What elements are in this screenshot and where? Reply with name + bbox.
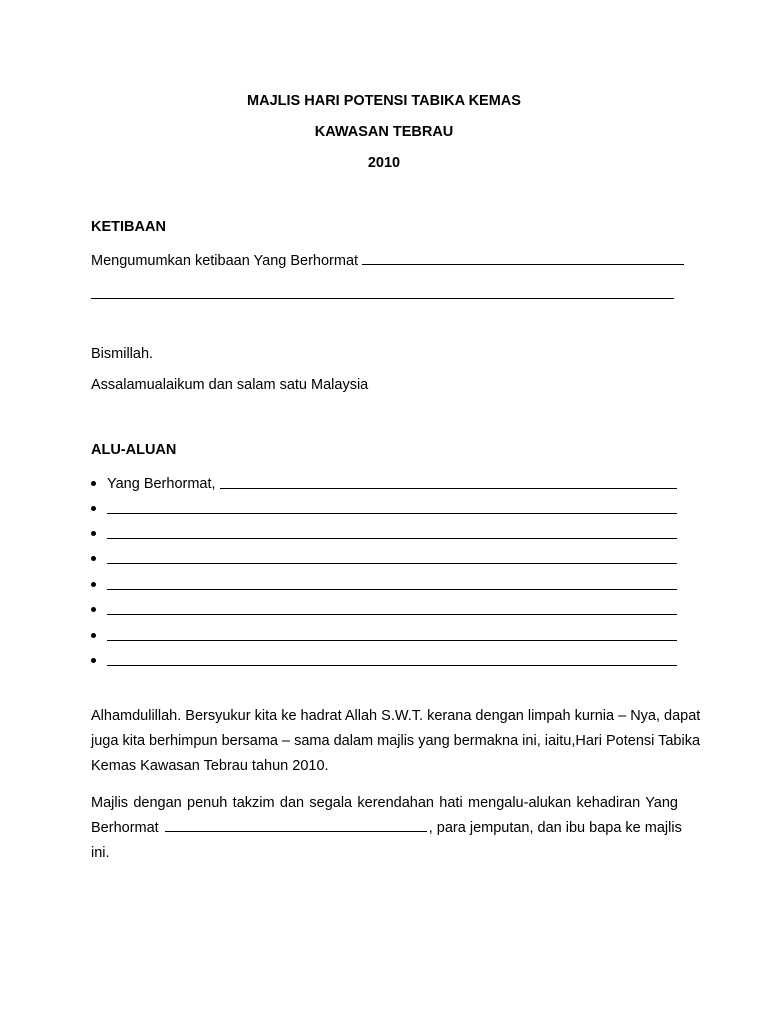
paragraph-line-end: , para jemputan, dan ibu bapa ke majlis (428, 820, 682, 836)
ketibaan-announce-line (91, 252, 684, 269)
yb-name-blank (165, 819, 427, 832)
list-item-blank (107, 589, 677, 590)
paragraph-line: ini. (91, 845, 110, 861)
list-item (91, 575, 677, 593)
title-year: 2010 (367, 155, 401, 171)
paragraph-alhamdulillah (91, 704, 701, 779)
list-item-blank (220, 488, 677, 489)
list-item (91, 474, 677, 492)
title-line-2: KAWASAN TEBRAU (314, 124, 454, 140)
paragraph-line: Kemas Kawasan Tebrau tahun 2010. (91, 758, 329, 774)
list-item (91, 651, 677, 669)
ketibaan-announce-text: Mengumumkan ketibaan Yang Berhormat (91, 253, 359, 269)
list-item (91, 600, 677, 618)
bullet-icon (91, 481, 96, 486)
bullet-icon (91, 531, 96, 536)
list-item-blank (107, 538, 677, 539)
alu-aluan-heading: ALU-ALUAN (91, 442, 177, 458)
list-item (91, 549, 677, 567)
paragraph-line (91, 816, 682, 841)
opening-salam: Assalamualaikum dan salam satu Malaysia (91, 377, 369, 393)
list-item (91, 499, 677, 517)
bullet-icon (91, 506, 96, 511)
ketibaan-heading: KETIBAAN (91, 219, 166, 235)
paragraph-line: Alhamdulillah. Bersyukur kita ke hadrat Allah S.W.T. kerana dengan limpah kurnia – Nya, dapat (91, 708, 701, 724)
list-item-label: Yang Berhormat, (107, 476, 216, 492)
bullet-icon (91, 607, 96, 612)
paragraph-majlis (91, 791, 682, 866)
list-item-blank (107, 614, 677, 615)
bullet-icon (91, 658, 96, 663)
list-item (91, 524, 677, 542)
bullet-icon (91, 582, 96, 587)
ketibaan-name-blank (362, 252, 684, 265)
paragraph-line-start: Berhormat (91, 820, 159, 836)
ketibaan-extra-blank (91, 298, 674, 299)
list-item-blank (107, 513, 677, 514)
title-line-1: MAJLIS HARI POTENSI TABIKA KEMAS (247, 93, 521, 109)
list-item-blank (107, 563, 677, 564)
bullet-icon (91, 556, 96, 561)
opening-bismillah: Bismillah. (91, 346, 154, 362)
paragraph-line: Majlis dengan penuh takzim dan segala kerendahan hati mengalu-alukan kehadiran Yang (91, 795, 678, 811)
paragraph-line: juga kita berhimpun bersama – sama dalam majlis yang bermakna ini, iaitu,Hari Potensi Tabika (91, 733, 701, 749)
bullet-icon (91, 633, 96, 638)
list-item (91, 626, 677, 644)
list-item-blank (107, 640, 677, 641)
list-item-blank (107, 665, 677, 666)
